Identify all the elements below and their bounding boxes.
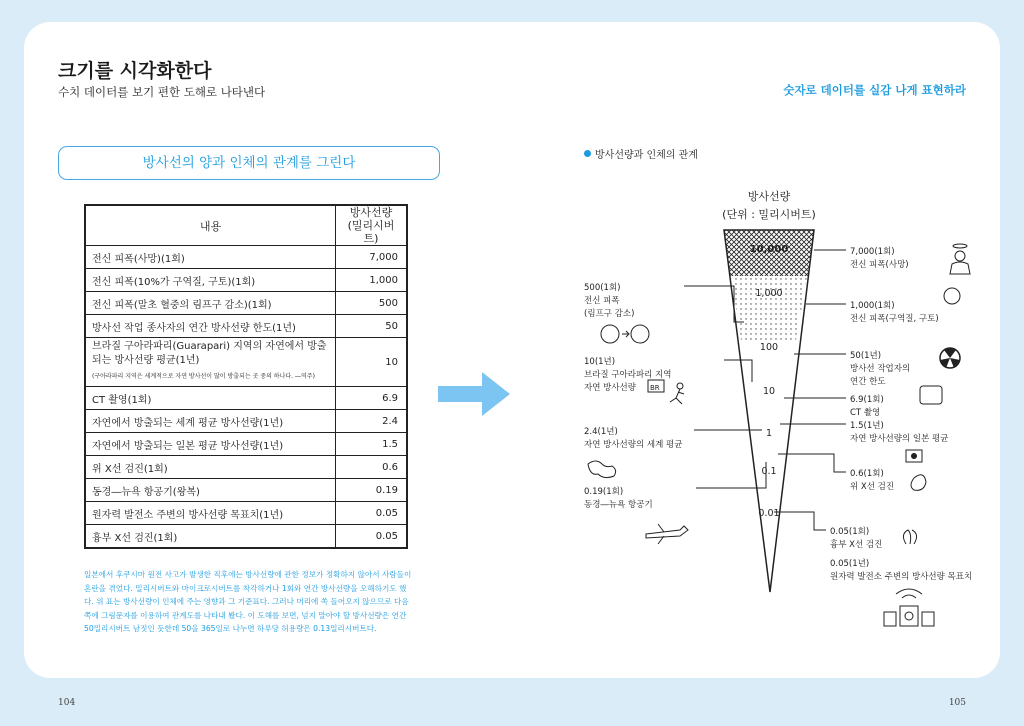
world-map-icon — [588, 461, 616, 478]
row-value: 0.05 — [336, 525, 408, 549]
callout-right-7000-line2: 전신 피폭(사망) — [850, 260, 909, 270]
runner-icon — [670, 383, 684, 404]
row-label: 브라질 구아라파리(Guarapari) 지역의 자연에서 방출되는 방사선량 평균(1년) — [92, 341, 327, 366]
power-plant-icon — [884, 589, 934, 626]
diagram-title-text: 방사선량과 인체의 관계 — [595, 150, 698, 161]
page-title: 크기를 시각화한다 — [58, 60, 212, 82]
row-value: 10 — [336, 338, 408, 387]
scale-label: 10 — [762, 386, 776, 397]
cone-title-1: 방사선량 — [747, 190, 791, 203]
table-row — [85, 479, 407, 502]
scale-label: 1 — [765, 428, 773, 439]
row-label: 방사선 작업 종사자의 연간 방사선량 한도(1년) — [85, 315, 336, 338]
table-header-content: 내용 — [85, 205, 336, 246]
row-note: (구아라파리 지역은 세계적으로 자연 방사선이 많이 방출되는 곳 중의 하나다. ―역주) — [92, 373, 315, 380]
section-banner: 방사선의 양과 인체의 관계를 그린다 — [58, 146, 440, 180]
callout-right-0.6-value: 0.6(1회) — [850, 469, 884, 479]
callout-right-6.9-line2: CT 촬영 — [850, 408, 881, 418]
callout-left-2.4-value: 2.4(1년) — [584, 427, 618, 437]
callout-right-1.5-line2: 자연 방사선량의 일본 평균 — [850, 434, 949, 444]
cone-dotted-band — [731, 276, 807, 340]
row-value: 1.5 — [336, 433, 408, 456]
scale-label: 100 — [759, 342, 779, 353]
angel-icon — [950, 244, 970, 274]
row-label: 동경―뉴욕 항공기(왕복) — [85, 479, 336, 502]
cone-title-2: (단위 : 밀리시버트) — [722, 208, 816, 221]
page-number-left: 104 — [58, 698, 76, 708]
page-subtitle: 수치 데이터를 보기 편한 도해로 나타낸다 — [58, 85, 266, 99]
callout-left-500-line2: 전신 피폭 — [584, 296, 620, 306]
callout-right-0.05y-value: 0.05(1년) — [830, 559, 870, 569]
callout-right-0.05y-line2: 원자력 발전소 주변의 방사선량 목표치 — [830, 572, 973, 582]
callout-left-500-line3: (림프구 감소) — [584, 309, 635, 319]
callout-left-0.19-line2: 동경―뉴욕 항공기 — [584, 500, 653, 510]
row-value: 0.05 — [336, 502, 408, 525]
right-arrow-icon — [438, 372, 510, 416]
callout-right-0.05-line2: 흉부 X선 검진 — [830, 540, 883, 550]
radiation-icon — [940, 348, 960, 368]
explanation-paragraph: 일본에서 후쿠시마 원전 사고가 발생한 직후에는 방사선량에 관한 정보가 정확하지 않아서 사람들이 혼란을 겪었다. 밀리시버트와 마이크로시버트를 착각하거나 1회와 연간 방사선량을 오해하기도 했다. 위 표는 방사선량이 인체에 주는 영향과 그 기준표다. 그러나 머리에 쏙 들어오지 않으므로 다음 쪽에 그림문자를 이용하여 관계도를 나타내 봤다. 이 도해를 보면, 넘지 말아야 할 방사선량은 연간 50밀리시버트 남짓인 듯한데 50을 365일로 나누면 하루당 허용량은 0.13밀리시버트다. — [84, 570, 412, 634]
row-label: 전신 피폭(사망)(1회) — [85, 246, 336, 269]
table-row — [85, 387, 407, 410]
callout-right-50-line3: 연간 한도 — [850, 377, 886, 387]
callout-right-0.6-line2: 위 X선 검진 — [850, 482, 895, 492]
callout-right-7000-value: 7,000(1회) — [850, 247, 895, 257]
row-label: 위 X선 검진(1회) — [85, 456, 336, 479]
table-row — [85, 456, 407, 479]
scale-label: 10,000 — [749, 244, 789, 255]
table-row — [85, 292, 407, 315]
table-header-dose: 방사선량 (밀리시버트) — [336, 205, 408, 246]
row-value: 0.19 — [336, 479, 408, 502]
book-spread — [24, 22, 1000, 708]
row-label-tall — [85, 338, 336, 387]
stomach-icon — [911, 475, 926, 491]
table-row — [85, 269, 407, 292]
callout-right-50-line2: 방사선 작업자의 — [850, 364, 911, 374]
scale-label: 0.1 — [761, 466, 777, 477]
lungs-icon — [903, 530, 916, 544]
callout-right-1000-value: 1,000(1회) — [850, 301, 895, 311]
row-value: 50 — [336, 315, 408, 338]
connector-line — [774, 512, 826, 530]
airplane-icon — [646, 524, 688, 544]
radiation-cone-diagram — [584, 172, 994, 632]
row-label: 자연에서 방출되는 세계 평균 방사선량(1년) — [85, 410, 336, 433]
table-row — [85, 246, 407, 269]
callout-left-10-line2: 브라질 구아라파리 지역 — [584, 370, 672, 380]
callout-right-0.05-value: 0.05(1회) — [830, 527, 870, 537]
diagram-title — [584, 146, 698, 161]
connector-line — [778, 454, 846, 472]
callout-right-1.5-value: 1.5(1년) — [850, 421, 884, 431]
table-row — [85, 502, 407, 525]
callout-right-50-value: 50(1년) — [850, 351, 882, 361]
row-value: 7,000 — [336, 246, 408, 269]
callout-left-10-line3: 자연 방사선량 — [584, 383, 636, 393]
callout-left-10-value: 10(1년) — [584, 357, 616, 367]
row-value: 6.9 — [336, 387, 408, 410]
row-value: 2.4 — [336, 410, 408, 433]
row-label: 흉부 X선 검진(1회) — [85, 525, 336, 549]
row-value: 1,000 — [336, 269, 408, 292]
row-value: 0.6 — [336, 456, 408, 479]
table-row — [85, 525, 407, 549]
table-row — [85, 433, 407, 456]
row-label: 전신 피폭(10%가 구역질, 구토)(1회) — [85, 269, 336, 292]
callout-left-2.4-line2: 자연 방사선량의 세계 평균 — [584, 440, 683, 450]
row-label: 원자력 발전소 주변의 방사선량 목표치(1년) — [85, 502, 336, 525]
bullet-icon — [584, 150, 591, 157]
callout-right-6.9-value: 6.9(1회) — [850, 395, 884, 405]
japan-flag-icon — [906, 450, 922, 462]
row-label: CT 촬영(1회) — [85, 387, 336, 410]
radiation-table — [84, 204, 408, 549]
table-row — [85, 338, 407, 387]
brazil-badge-text: BR — [650, 384, 660, 392]
ct-scanner-icon — [920, 386, 942, 404]
table-row — [85, 315, 407, 338]
row-label: 전신 피폭(말초 혈중의 림프구 감소)(1회) — [85, 292, 336, 315]
row-value: 500 — [336, 292, 408, 315]
callout-left-500-value: 500(1회) — [584, 283, 621, 293]
sick-face-icon — [944, 288, 960, 304]
lymphocyte-icon — [601, 325, 649, 343]
table-header-row — [85, 205, 407, 246]
scale-label: 0.01 — [758, 508, 780, 519]
row-label: 자연에서 방출되는 일본 평균 방사선량(1년) — [85, 433, 336, 456]
callout-left-0.19-value: 0.19(1회) — [584, 487, 624, 497]
callout-right-1000-line2: 전신 피폭(구역질, 구토) — [850, 314, 939, 324]
scale-label: 1,000 — [755, 288, 783, 299]
table-row — [85, 410, 407, 433]
page-number-right: 105 — [948, 698, 966, 708]
right-page-subtitle: 숫자로 데이터를 실감 나게 표현하라 — [783, 83, 966, 97]
